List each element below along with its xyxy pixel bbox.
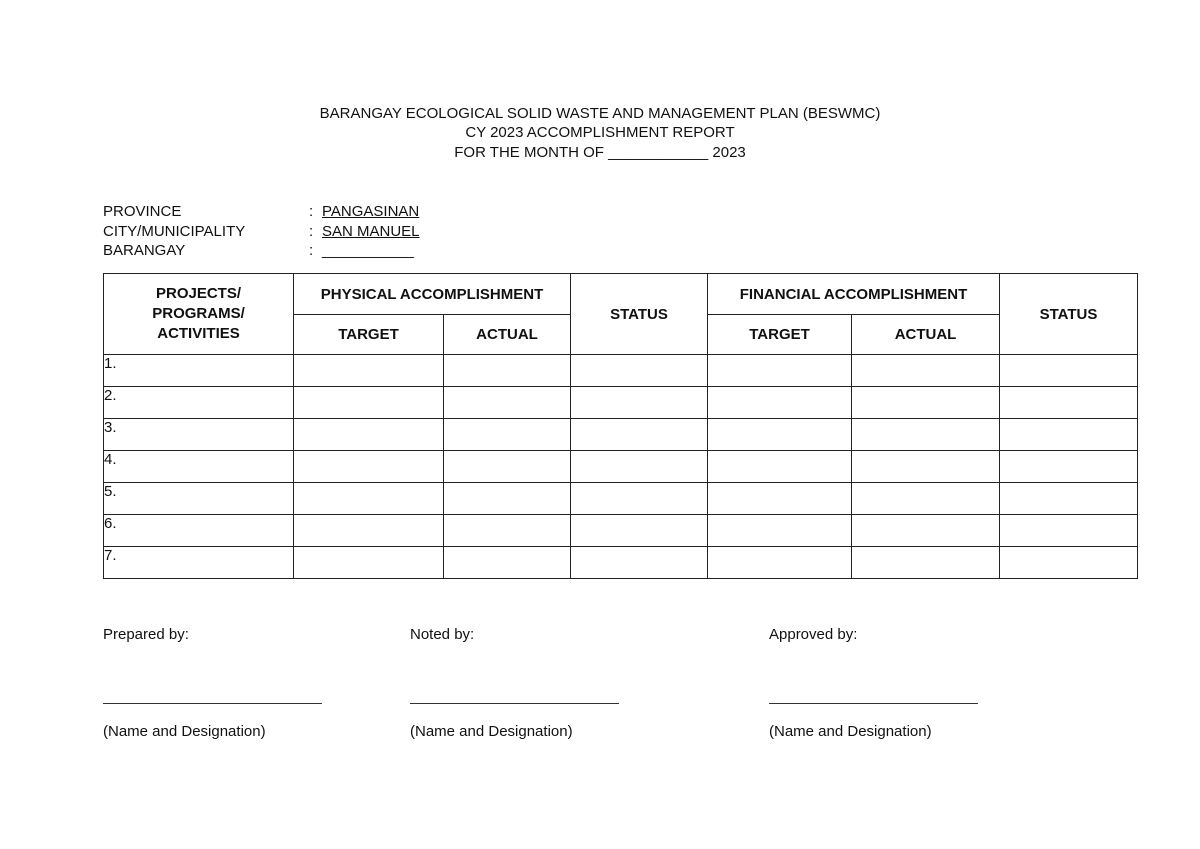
accomplishment-table — [103, 273, 1138, 579]
province-value: PANGASINAN — [322, 203, 420, 220]
noted-by-label: Noted by: — [410, 626, 475, 643]
noted-signature-line — [410, 703, 619, 704]
city-label: CITY/MUNICIPALITY — [103, 223, 246, 240]
table-row — [104, 355, 1138, 387]
barangay-label: BARANGAY — [103, 242, 186, 259]
row-number: 2. — [104, 387, 294, 419]
row-number: 3. — [104, 419, 294, 451]
table-row — [104, 451, 1138, 483]
city-colon: : — [309, 223, 314, 240]
city-value: SAN MANUEL — [322, 223, 420, 240]
province-colon: : — [309, 203, 314, 220]
header-physical-accomplishment: PHYSICAL ACCOMPLISHMENT — [294, 274, 571, 315]
approved-by-label: Approved by: — [769, 626, 858, 643]
approved-signature-line — [769, 703, 978, 704]
barangay-colon: : — [309, 242, 314, 259]
header-financial-actual: ACTUAL — [852, 315, 1000, 355]
header-financial-target: TARGET — [708, 315, 852, 355]
prepared-by-label: Prepared by: — [103, 626, 189, 643]
row-number: 5. — [104, 483, 294, 515]
row-number: 6. — [104, 515, 294, 547]
table-row — [104, 515, 1138, 547]
report-month: FOR THE MONTH OF ____________ 2023 — [454, 144, 746, 161]
approved-designation: (Name and Designation) — [769, 723, 932, 740]
row-number: 7. — [104, 547, 294, 579]
header-status-physical: STATUS — [571, 274, 708, 355]
noted-designation: (Name and Designation) — [410, 723, 573, 740]
province-label: PROVINCE — [103, 203, 182, 220]
table-row — [104, 483, 1138, 515]
report-subtitle: CY 2023 ACCOMPLISHMENT REPORT — [465, 124, 735, 141]
barangay-value: ___________ — [322, 242, 414, 259]
table-row — [104, 547, 1138, 579]
header-status-financial: STATUS — [1000, 274, 1138, 355]
row-number: 4. — [104, 451, 294, 483]
table-row — [104, 387, 1138, 419]
prepared-signature-line — [103, 703, 322, 704]
prepared-designation: (Name and Designation) — [103, 723, 266, 740]
table-row — [104, 419, 1138, 451]
report-title: BARANGAY ECOLOGICAL SOLID WASTE AND MANAGEMENT PLAN (BESWMC) — [319, 105, 881, 122]
header-physical-actual: ACTUAL — [444, 315, 571, 355]
header-financial-accomplishment: FINANCIAL ACCOMPLISHMENT — [708, 274, 1000, 315]
row-number: 1. — [104, 355, 294, 387]
header-ppa: PROJECTS/ PROGRAMS/ ACTIVITIES — [104, 274, 294, 355]
header-physical-target: TARGET — [294, 315, 444, 355]
